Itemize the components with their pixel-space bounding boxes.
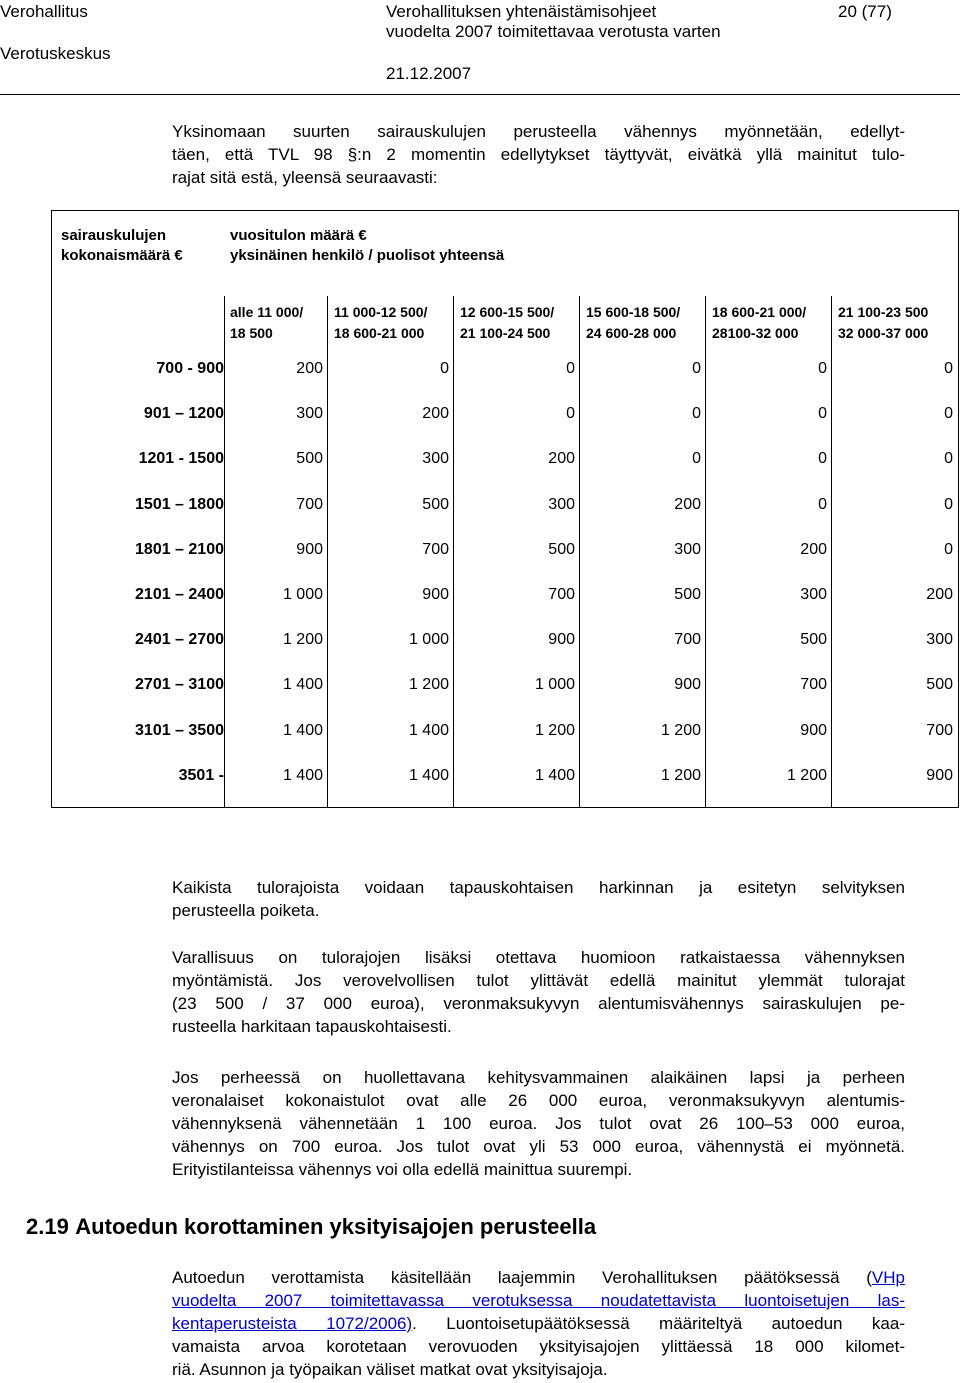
- text-span: Autoedun verottamista käsitellään laajemmin Verohallituksen päätöksessä (: [172, 1268, 872, 1287]
- text-line: Erityistilanteissa vähennys voi olla edellä mainittua suurempi.: [172, 1160, 633, 1179]
- row-label: 3501 -: [178, 767, 224, 784]
- paragraph: [172, 876, 905, 922]
- decision-link[interactable]: VHp: [871, 1268, 905, 1287]
- text-line: vähennys on 700 euroa. Jos tulot ovat yli 53 000 euroa, vähennystä ei myönnetä.: [172, 1137, 905, 1156]
- paragraph: [172, 1266, 905, 1381]
- column-header: [230, 302, 303, 344]
- table-cell: 500: [422, 496, 449, 513]
- text-span: . Luontoisetupäätöksessä määriteltyä autoedun kaa-: [412, 1314, 905, 1333]
- row-label: 1201 - 1500: [138, 450, 224, 467]
- table-cell: 1 200: [534, 722, 575, 739]
- header-divider: [0, 94, 960, 95]
- text-line: [172, 1312, 905, 1335]
- table-cell: 500: [926, 676, 953, 693]
- table-cell: 1 400: [534, 767, 575, 784]
- table-cell: 0: [944, 541, 953, 558]
- column-header: [712, 302, 806, 344]
- table-cell: 0: [440, 360, 449, 377]
- income-header-line2: yksinäinen henkilö / puolisot yhteensä: [230, 247, 505, 264]
- table-cell: 700: [296, 496, 323, 513]
- table-cell: 200: [674, 496, 701, 513]
- column-header-line2: 28100-32 000: [712, 325, 799, 341]
- text-line: rajat sitä estä, yleensä seuraavasti:: [172, 168, 438, 187]
- table-cell: 0: [566, 405, 575, 422]
- table-cell: 900: [296, 541, 323, 558]
- row-label: 901 – 1200: [143, 405, 224, 422]
- column-header: [838, 302, 928, 344]
- table-cell: 900: [548, 631, 575, 648]
- department-name: Verotuskeskus: [0, 44, 111, 63]
- table-cell: 900: [422, 586, 449, 603]
- text-line: Kaikista tulorajoista voidaan tapauskohtaisen harkinnan ja esitetyn selvityksen: [172, 878, 905, 897]
- text-line: (23 500 / 37 000 euroa), veronmaksukyvyn alentumisvähennys sairaskulujen pe-: [172, 994, 905, 1013]
- table-cell: 0: [944, 496, 953, 513]
- table-cell: 900: [800, 722, 827, 739]
- intro-paragraph: [172, 120, 905, 189]
- column-header-line2: 18 500: [230, 325, 273, 341]
- row-label: 2101 – 2400: [135, 586, 224, 603]
- column-header-line1: 12 600-15 500/: [460, 304, 555, 320]
- table-cell: 0: [692, 450, 701, 467]
- document-subtitle: vuodelta 2007 toimitettavaa verotusta varten: [386, 22, 721, 41]
- column-header-line2: 32 000-37 000: [838, 325, 929, 341]
- table-cell: 700: [674, 631, 701, 648]
- row-label: 2701 – 3100: [135, 676, 224, 693]
- table-cell: 500: [296, 450, 323, 467]
- table-cell: 300: [674, 541, 701, 558]
- column-divider: [327, 296, 328, 808]
- table-cell: 1 200: [786, 767, 827, 784]
- text-line: perusteella poiketa.: [172, 901, 320, 920]
- column-header-line1: 15 600-18 500/: [586, 304, 681, 320]
- column-header-line2: 21 100-24 500: [460, 325, 551, 341]
- column-header-line1: 21 100-23 500: [838, 304, 929, 320]
- table-cell: 700: [800, 676, 827, 693]
- table-cell: 1 400: [282, 722, 323, 739]
- table-cell: 0: [818, 496, 827, 513]
- column-header-line2: 24 600-28 000: [586, 325, 677, 341]
- row-label: 2401 – 2700: [135, 631, 224, 648]
- column-divider: [705, 296, 706, 808]
- table-cell: 200: [296, 360, 323, 377]
- text-line: [172, 1289, 905, 1312]
- row-label: 1801 – 2100: [135, 541, 224, 558]
- table-cell: 300: [548, 496, 575, 513]
- table-cell: 0: [944, 360, 953, 377]
- text-line: Varallisuus on tulorajojen lisäksi otettava huomioon ratkaistaessa vähennyksen: [172, 948, 905, 967]
- decision-link[interactable]: vuodelta 2007 toimitettavassa verotuksessa noudatettavista luontoisetujen las-: [172, 1291, 905, 1310]
- table-cell: 1 400: [408, 767, 449, 784]
- text-line: rusteella harkitaan tapauskohtaisesti.: [172, 1017, 452, 1036]
- table-cell: 700: [422, 541, 449, 558]
- row-label: 3101 – 3500: [135, 722, 224, 739]
- table-cell: 200: [548, 450, 575, 467]
- table-cell: 500: [800, 631, 827, 648]
- table-cell: 500: [674, 586, 701, 603]
- table-cell: 1 400: [282, 767, 323, 784]
- column-divider: [831, 296, 832, 808]
- table-cell: 1 200: [660, 767, 701, 784]
- column-divider: [453, 296, 454, 808]
- table-cell: 1 000: [282, 586, 323, 603]
- table-cell: 300: [296, 405, 323, 422]
- table-cell: 0: [944, 405, 953, 422]
- column-header: [586, 302, 680, 344]
- document-date: 21.12.2007: [386, 64, 472, 83]
- table-cell: 700: [926, 722, 953, 739]
- column-header: [460, 302, 554, 344]
- table-cell: 1 400: [282, 676, 323, 693]
- text-line: täen, että TVL 98 §:n 2 momentin edellytykset täyttyvät, eivätkä yllä mainitut tulo-: [172, 145, 905, 164]
- table-cell: 200: [422, 405, 449, 422]
- column-header-line1: 11 000-12 500/: [334, 304, 428, 320]
- column-header-line2: 18 600-21 000: [334, 325, 425, 341]
- section-number: 2.19: [26, 1214, 69, 1239]
- table-cell: 200: [926, 586, 953, 603]
- corner-header-line1: sairauskulujen: [61, 227, 167, 244]
- table-cell: 1 200: [660, 722, 701, 739]
- table-cell: 0: [692, 405, 701, 422]
- row-label: 700 - 900: [156, 360, 224, 377]
- table-cell: 500: [548, 541, 575, 558]
- section-heading: [26, 1214, 596, 1240]
- table-cell: 300: [800, 586, 827, 603]
- table-cell: 1 000: [408, 631, 449, 648]
- table-cell: 1 400: [408, 722, 449, 739]
- document-title: Verohallituksen yhtenäistämisohjeet: [386, 2, 657, 21]
- table-cell: 300: [422, 450, 449, 467]
- section-title: Autoedun korottaminen yksityisajojen perusteella: [75, 1214, 597, 1239]
- table-cell: 700: [548, 586, 575, 603]
- table-cell: 0: [566, 360, 575, 377]
- paragraph: [172, 946, 905, 1038]
- text-line: Yksinomaan suurten sairauskulujen perusteella vähennys myönnetään, edellyt-: [172, 122, 905, 141]
- column-header-line1: 18 600-21 000/: [712, 304, 807, 320]
- corner-header-line2: kokonaismäärä €: [61, 247, 183, 264]
- table-cell: 0: [818, 360, 827, 377]
- table-cell: 900: [674, 676, 701, 693]
- table-cell: 1 200: [408, 676, 449, 693]
- text-line: myöntämistä. Jos verovelvollisen tulot ylittävät edellä mainitut ylemmät tulorajat: [172, 971, 905, 990]
- page-number: 20 (77): [838, 2, 892, 21]
- organization-name: Verohallitus: [0, 2, 88, 21]
- paragraph: [172, 1066, 905, 1181]
- income-header-line1: vuositulon määrä €: [230, 227, 367, 244]
- text-line: vamaista arvoa korotetaan verovuoden yksityisajojen ylittäessä 18 000 kilomet-: [172, 1337, 905, 1356]
- table-cell: 0: [944, 450, 953, 467]
- table-cell: 0: [692, 360, 701, 377]
- table-cell: 200: [800, 541, 827, 558]
- text-line: vähennyksenä vähennetään 1 100 euroa. Jos tulot ovat 26 100–53 000 euroa,: [172, 1114, 905, 1133]
- column-header-line1: alle 11 000/: [230, 304, 304, 320]
- text-line: riä. Asunnon ja työpaikan väliset matkat ovat yksityisajoja.: [172, 1360, 608, 1379]
- text-line: [172, 1266, 905, 1289]
- text-line: Jos perheessä on huollettavana kehitysvammainen alaikäinen lapsi ja perheen: [172, 1068, 905, 1087]
- table-cell: 900: [926, 767, 953, 784]
- table-cell: 0: [818, 450, 827, 467]
- table-cell: 300: [926, 631, 953, 648]
- table-cell: 1 200: [282, 631, 323, 648]
- decision-link[interactable]: kentaperusteista 1072/2006): [172, 1314, 413, 1333]
- row-label: 1501 – 1800: [135, 496, 224, 513]
- table-cell: 1 000: [534, 676, 575, 693]
- text-line: veronalaiset kokonaistulot ovat alle 26 000 euroa, veronmaksukyvyn alentumis-: [172, 1091, 905, 1110]
- column-header: [334, 302, 427, 344]
- table-cell: 0: [818, 405, 827, 422]
- column-divider: [579, 296, 580, 808]
